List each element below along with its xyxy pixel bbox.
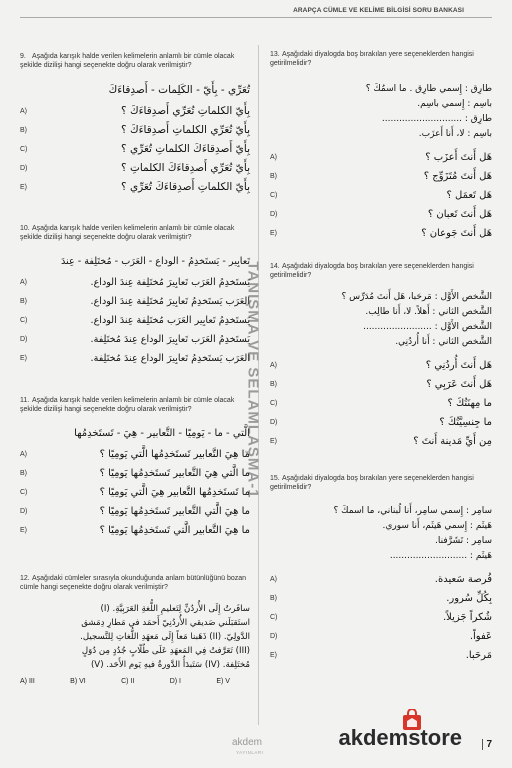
question-12-prompt [20,574,250,592]
choice-a[interactable]: A) III [20,678,35,685]
option-text: بِأَيّ الكلماتِ تُعَرِّي أَصدِقاءَكَ ؟ [121,105,250,117]
option-c[interactable] [270,186,492,205]
option-text: ما تَستَخدِمُها التَّعابير هِيَ الَّتي يَومِيًا ؟ [99,487,250,498]
dialog-line: الشَّخص الثاني : أَهلاً. لا، أَنا طالِب. [365,307,492,317]
question-text: Aşağıda karışık halde verilen kelimelerin anlamlı bir cümle olacak şekilde dizilişi hangi seçenekte doğru olarak verilmiştir? [20,397,235,413]
choice-e[interactable]: E) V [216,678,230,685]
option-c[interactable] [270,608,492,627]
paragraph-line: الدَّولِيّ. (II) ذَهَبنا مَعاً إِلَى مَعهَدِ اللُّغاتِ لِلتَّسجيل. [80,632,250,642]
option-text: ما هِيَ التَّعابير الَّتي تَستَخدِمُها يَومِيًا ؟ [99,525,250,536]
option-e[interactable] [270,646,492,665]
question-number: 15. [270,475,280,482]
option-label: A) [270,576,277,583]
publisher-logo: akdem [232,737,263,748]
option-text: شُكراً جَزيلاً. [442,612,492,623]
option-label: C) [270,400,278,407]
option-c[interactable] [20,483,250,502]
option-label: B) [270,173,277,180]
option-text: هَل أَنتَ أُردُنِي ؟ [425,360,492,371]
question-number: 14. [270,263,280,270]
dialog-line: الشَّخص الأَوَّل : ........................ [363,322,492,332]
option-label: E) [20,355,27,362]
option-text: عَفواً. [469,631,492,642]
question-text: Aşağıdaki diyalogda boş bırakılan yere seçeneklerden hangisi getirilmelidir? [270,51,474,67]
page-number: 7 [482,739,492,750]
option-a[interactable] [270,570,492,589]
option-e[interactable] [270,432,492,451]
option-label: C) [270,614,278,621]
option-label: A) [270,362,277,369]
question-15-prompt [270,474,492,492]
option-b[interactable] [270,589,492,608]
option-a[interactable] [270,356,492,375]
option-label: D) [270,419,278,426]
option-text: يَستَخدِمُ تَعابِير العَرَب مُختَلِفة عِندَ الوداع. [90,315,250,326]
option-text: هَل أَنتَ عَرَبِي ؟ [426,379,492,390]
question-text: Aşağıdaki diyalogda boş bırakılan yere seçeneklerden hangisi getirilmelidir? [270,263,474,279]
question-10-prompt [20,224,250,242]
option-label: A) [20,108,27,115]
question-9-prompt [20,52,250,70]
section-side-title: TANIŞMA VE SELAMLAŞMA-1 [244,261,262,499]
question-15-options [270,570,492,665]
question-number: 9. [20,53,26,60]
option-text: يَستَخدِمُ العَرَب تَعابِيرَ مُختَلِفة عِندَ الوداع. [90,277,250,288]
option-text: يَستَخدِمُ العَرَب تَعابِيرَ الوداع عِندَ مُختَلِفة. [90,334,250,345]
store-brand-name: akdemstore [338,725,462,750]
option-label: E) [270,230,277,237]
option-text: العَرَب يَستَخدِمُ تَعابِيرَ الوداع عِندَ مُختَلِفة. [90,353,250,364]
question-10-options [20,273,250,368]
option-e[interactable] [20,521,250,540]
option-text: ما هِيَ الَّتي التَّعابير تَستَخدِمُها يَومِيًا ؟ [99,506,250,517]
option-text: هَل أَنتَ جَوعان ؟ [421,228,492,239]
question-11-options [20,445,250,540]
question-text: Aşağıdaki cümleler sırasıyla okunduğunda anlam bütünlüğünü bozan cümle hangi seçenekte doğru olarak verilmiştir? [20,575,247,591]
question-13-prompt [270,50,492,68]
option-label: E) [270,438,277,445]
option-b[interactable] [20,121,250,140]
option-d[interactable] [270,413,492,432]
option-text: مَرحَبا. [465,650,492,661]
option-label: A) [20,451,27,458]
question-14-options [270,356,492,451]
option-text: ما جِنسِيَّتُكَ ؟ [439,417,492,428]
question-text: Aşağıda karışık halde verilen kelimelerin anlamlı bir cümle olacak şekilde dizilişi hangi seçenekte doğru olarak verilmiştir? [20,53,235,69]
question-9-statement: تُعَرِّي - بِأَيّ - الكَلِمات - أَصدِقاءَكَ [108,84,250,96]
option-d[interactable] [20,502,250,521]
dialog-line: هَيثَم : إِسمي هَيثَم، أَنا سوري. [382,521,492,531]
option-text: ما مِهنَتُكَ ؟ [447,398,492,409]
option-label: E) [20,184,27,191]
option-e[interactable] [20,349,250,368]
option-text: هَل أَنتَ أَعزَب ؟ [425,152,492,163]
choice-b[interactable]: B) VI [70,678,86,685]
option-text: بِأَيّ أَصدِقاءَكَ الكلماتِ تُعَرِّي ؟ [121,143,250,155]
dialog-line: الشَّخص الثاني : أَنا أُردُنِي. [395,337,492,347]
option-text: فُرصة سَعيدة. [434,574,492,585]
question-number: 13. [270,51,280,58]
question-12 [20,574,250,685]
option-b[interactable] [20,292,250,311]
option-c[interactable] [20,140,250,159]
option-label: A) [270,154,277,161]
option-label: E) [270,652,277,659]
choice-c[interactable]: C) II [121,678,135,685]
question-text: Aşağıda karışık halde verilen kelimelerin anlamlı bir cümle olacak şekilde dizilişi hangi seçenekte doğru olarak verilmiştir? [20,225,235,241]
paragraph-line: مُختَلِفة. (IV) سَتَبدَأُ الدَّورةُ فيهِ يَوم الأَحَد. (V) [90,660,250,670]
right-column [270,52,492,665]
option-c[interactable] [270,394,492,413]
question-10-statement: تَعابِير - يَستَخدِمُ - الوداع - العَرَب - مُختَلِفة - عِندَ [61,256,250,267]
publisher-logo-subtitle: YAYINLARI [236,750,264,755]
option-label: A) [20,279,27,286]
choice-d[interactable]: D) I [169,678,181,685]
dialog-line: سامِر : تَشَرَّفنا. [435,536,492,546]
option-d[interactable] [270,627,492,646]
question-number: 11. [20,397,30,404]
option-e[interactable] [20,178,250,197]
dialog-line: سامِر : إِسمي سامِر، أَنا لُبناني، ما اسمكَ ؟ [333,506,492,516]
question-14-dialog [270,290,492,350]
question-13-dialog [270,82,492,142]
option-text: هَل أَنتَ تَعبان ؟ [427,209,492,220]
option-label: B) [270,595,277,602]
option-text: هَل أَنتَ مُتَزَوِّج ؟ [423,171,492,182]
option-label: C) [20,146,28,153]
dialog-line: الشَّخص الأَوَّل : مَرحَبا، هَل أَنتَ مُدَرِّس ؟ [341,292,492,302]
dialog-line: هَيثَم : ........................... [389,551,492,561]
book-title-header: ARAPÇA CÜMLE VE KELİME BİLGİSİ SORU BANKASI [293,7,464,14]
question-13 [270,50,492,262]
option-e[interactable] [270,224,492,243]
header-divider [20,17,492,18]
option-label: B) [20,127,27,134]
question-number: 10. [20,225,30,232]
option-b[interactable] [20,464,250,483]
question-number: 12. [20,575,30,582]
option-label: D) [270,211,278,218]
option-label: D) [20,336,28,343]
option-text: العَرَب يَستَخدِمُ تَعابِيرَ مُختَلِفة عِندَ الوداع. [90,296,250,307]
option-text: ما هِيَ التَّعابير تَستَخدِمُها الَّتي يَومِيًا ؟ [99,449,250,460]
question-14-prompt [270,262,492,280]
option-b[interactable] [270,167,492,186]
option-label: D) [20,165,28,172]
question-text: Aşağıdaki diyalogda boş bırakılan yere seçeneklerden hangisi getirilmelidir? [270,475,474,491]
option-label: D) [20,508,28,515]
option-b[interactable] [270,375,492,394]
option-text: بِأَيّ الكلماتِ أَصدِقاءَكَ تُعَرِّي ؟ [121,181,250,193]
question-14 [270,262,492,474]
question-11 [20,396,250,574]
option-c[interactable] [20,311,250,330]
question-12-choices [20,678,230,685]
option-text: بِأَيّ تُعَرِّي أَصدِقاءَكَ الكلماتِ ؟ [121,162,250,174]
left-column [20,52,250,685]
question-13-options [270,148,492,243]
option-label: C) [20,489,28,496]
option-label: C) [270,192,278,199]
question-15-dialog [270,504,492,564]
option-text: هَل تَعمَل ؟ [446,190,492,201]
question-11-statement: الَّتي - ما - يَومِيًا - التَّعابير - هِيَ - تَستَخدِمُها [74,428,250,439]
question-15 [270,474,492,665]
dialog-line: باسِم : لا، أَنا أَعزَب. [418,129,492,139]
option-a[interactable] [20,445,250,464]
dialog-line: باسِم : إِسمي باسِم. [417,99,492,109]
option-d[interactable] [20,330,250,349]
question-9-options [20,102,250,197]
option-text: بِكُلِّ سُرور. [446,593,492,604]
paragraph-line: استَقبَلَني صَديقي الأُردُنِيّ أَحمَد في مَطارِ دِمَشق [81,618,250,628]
option-label: E) [20,527,27,534]
question-12-paragraph [20,602,250,672]
option-label: D) [270,633,278,640]
question-11-prompt [20,396,250,414]
option-label: B) [270,381,277,388]
dialog-line: طارِق : إِسمي طارِق . ما اسمُكَ ؟ [365,84,492,94]
option-text: مِن أَيِّ مَدينة أَنتَ ؟ [413,436,492,447]
option-d[interactable] [270,205,492,224]
question-10 [20,224,250,396]
option-text: بِأَيّ تُعَرِّي الكلماتِ أَصدِقاءَكَ ؟ [121,124,250,136]
option-a[interactable] [20,273,250,292]
option-a[interactable] [270,148,492,167]
option-a[interactable] [20,102,250,121]
paragraph-line: (III) تَعَرَّفتُ فِي المَعهَدِ عَلَى طُلّابٍ جُدُدٍ مِن دُوَلٍ [81,646,250,656]
option-text: ما الَّتي هِيَ التَّعابير تَستَخدِمُها يَومِيًا ؟ [99,468,250,479]
option-d[interactable] [20,159,250,178]
dialog-line: طارِق : ............................ [381,114,492,124]
paragraph-line: سافَرتُ إِلَى الأُردُنِّ لِتَعليمِ اللُّغةِ العَرَبِيَّةِ. (I) [100,604,250,614]
option-label: C) [20,317,28,324]
option-label: B) [20,298,27,305]
option-label: B) [20,470,27,477]
question-9 [20,52,250,224]
